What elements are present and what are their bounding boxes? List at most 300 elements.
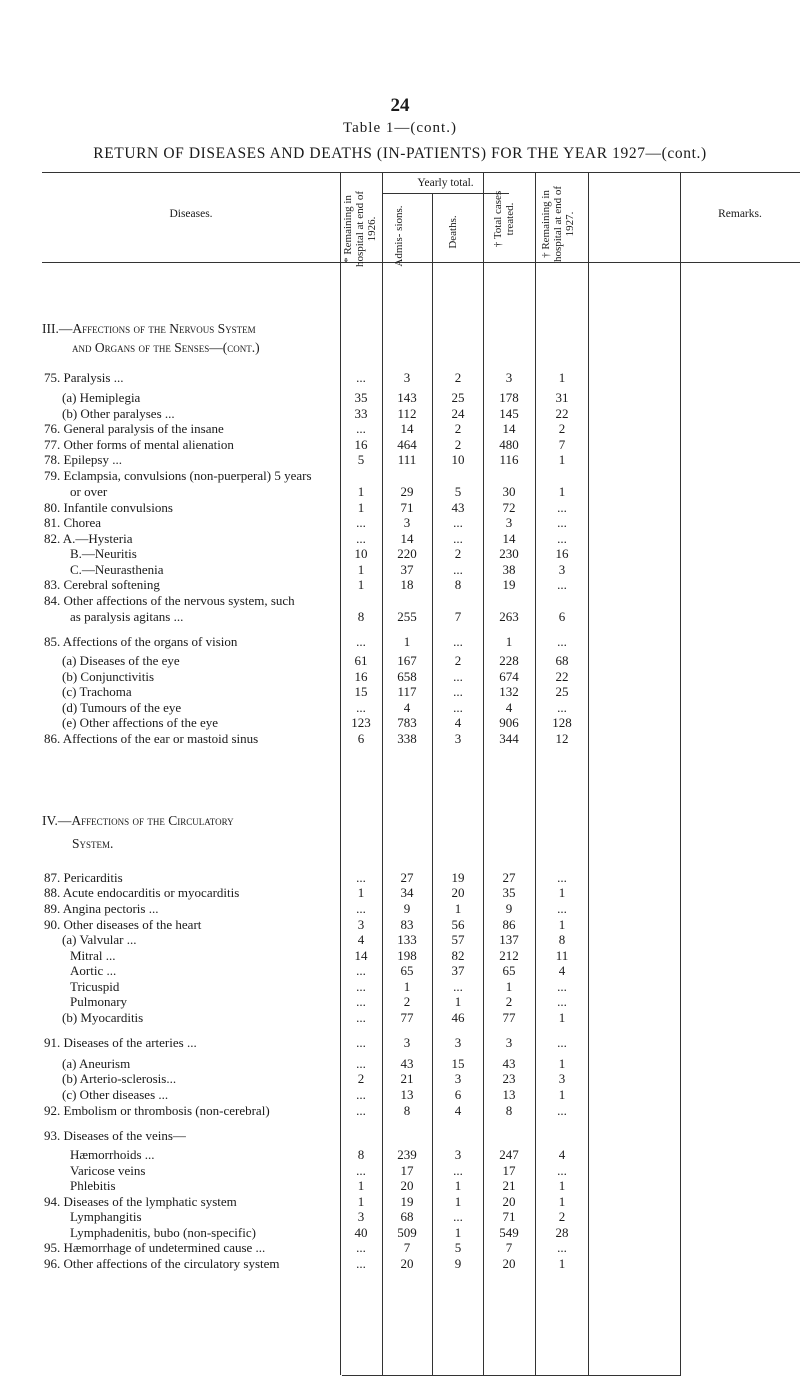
admissions-cell: 509 — [397, 1225, 417, 1240]
header-diseases: Diseases. — [169, 208, 213, 220]
admissions-cell: 14 — [400, 421, 414, 436]
total-treated-cell: 9 — [505, 901, 513, 916]
deaths-cell: 2 — [454, 653, 462, 668]
disease-label: (b) Other paralyses ... — [62, 406, 175, 421]
table-row — [0, 948, 800, 963]
table-row — [0, 963, 800, 978]
deaths-cell: ... — [453, 634, 463, 649]
deaths-cell: ... — [453, 979, 463, 994]
table-row — [0, 885, 800, 900]
deaths-cell: 2 — [454, 370, 462, 385]
deaths-cell: ... — [453, 669, 463, 684]
table-row — [0, 1240, 800, 1255]
total-treated-cell: 3 — [505, 515, 513, 530]
deaths-cell: 2 — [454, 421, 462, 436]
table-row — [0, 669, 800, 684]
remaining-start-cell: 35 — [354, 390, 368, 405]
remaining-start-cell: 16 — [354, 669, 368, 684]
table-row — [0, 468, 800, 483]
total-treated-cell: 137 — [499, 932, 519, 947]
table-row — [0, 1071, 800, 1086]
disease-label: Varicose veins — [70, 1163, 146, 1178]
table-row — [0, 577, 800, 592]
deaths-cell: 2 — [454, 546, 462, 561]
disease-label: 92. Embolism or thrombosis (non-cerebral) — [44, 1103, 270, 1118]
remaining-start-cell: ... — [356, 531, 366, 546]
admissions-cell: 658 — [397, 669, 417, 684]
total-treated-cell: 230 — [499, 546, 519, 561]
remaining-start-cell: 61 — [354, 653, 368, 668]
admissions-cell: 71 — [400, 500, 414, 515]
disease-label: Aortic ... — [70, 963, 117, 978]
remaining-start-cell: 5 — [357, 452, 365, 467]
admissions-cell: 20 — [400, 1256, 414, 1271]
total-treated-cell: 116 — [499, 452, 519, 467]
disease-label: (e) Other affections of the eye — [62, 715, 219, 730]
table-row — [0, 1209, 800, 1224]
remaining-start-cell: ... — [356, 1103, 366, 1118]
remaining-end-cell: 1 — [558, 885, 566, 900]
table-row — [0, 917, 800, 932]
remaining-start-cell: ... — [356, 634, 366, 649]
total-treated-cell: 4 — [505, 700, 513, 715]
admissions-cell: 83 — [400, 917, 414, 932]
admissions-cell: 3 — [403, 1035, 411, 1050]
header-admissions: Admis- sions. — [393, 205, 405, 267]
admissions-cell: 18 — [400, 577, 414, 592]
total-treated-cell: 228 — [499, 653, 519, 668]
total-treated-cell: 20 — [502, 1256, 516, 1271]
total-treated-cell: 344 — [499, 731, 519, 746]
admissions-cell: 1 — [403, 634, 411, 649]
deaths-cell: ... — [453, 515, 463, 530]
table-row — [0, 1128, 800, 1143]
table-row — [0, 1194, 800, 1209]
remaining-start-cell: ... — [356, 1240, 366, 1255]
deaths-cell: 3 — [454, 1035, 462, 1050]
total-treated-cell: 35 — [502, 885, 516, 900]
disease-label: 79. Eclampsia, convulsions (non-puerperal) 5 years — [44, 468, 312, 483]
table-row — [0, 546, 800, 561]
total-treated-cell: 212 — [499, 948, 519, 963]
remaining-start-cell: ... — [356, 994, 366, 1009]
total-treated-cell: 8 — [505, 1103, 513, 1118]
total-treated-cell: 1 — [505, 634, 513, 649]
admissions-cell: 112 — [397, 406, 417, 421]
table-row — [0, 515, 800, 530]
remaining-start-cell: 8 — [357, 1147, 365, 1162]
deaths-cell: 3 — [454, 1147, 462, 1162]
remaining-end-cell: ... — [557, 700, 567, 715]
remaining-start-cell: ... — [356, 370, 366, 385]
remaining-end-cell: 1 — [558, 1194, 566, 1209]
remaining-end-cell: 22 — [555, 669, 569, 684]
deaths-cell: 57 — [451, 932, 465, 947]
remaining-end-cell: ... — [557, 1163, 567, 1178]
admissions-cell: 37 — [400, 562, 414, 577]
remaining-end-cell: 1 — [558, 452, 566, 467]
table-row — [0, 609, 800, 624]
deaths-cell: 20 — [451, 885, 465, 900]
admissions-cell: 7 — [403, 1240, 411, 1255]
total-treated-cell: 247 — [499, 1147, 519, 1162]
total-treated-cell: 7 — [505, 1240, 513, 1255]
remaining-start-cell: ... — [356, 515, 366, 530]
table-row — [0, 634, 800, 649]
admissions-cell: 198 — [397, 948, 417, 963]
deaths-cell: ... — [453, 684, 463, 699]
remaining-end-cell: 12 — [555, 731, 569, 746]
remaining-end-cell: 11 — [555, 948, 569, 963]
remaining-start-cell: 1 — [357, 577, 365, 592]
disease-label: 81. Chorea — [44, 515, 102, 530]
section-heading-circulatory: System. — [72, 836, 114, 851]
disease-label: 84. Other affections of the nervous system, such — [44, 593, 295, 608]
table-row — [0, 653, 800, 668]
remaining-start-cell: 1 — [357, 484, 365, 499]
remaining-start-cell: ... — [356, 1035, 366, 1050]
section-heading-nervous: and Organs of the Senses—(cont.) — [72, 340, 260, 355]
admissions-cell: 255 — [397, 609, 417, 624]
disease-label: 88. Acute endocarditis or myocarditis — [44, 885, 240, 900]
deaths-cell: 56 — [451, 917, 465, 932]
remaining-end-cell: 7 — [558, 437, 566, 452]
remaining-end-cell: 8 — [558, 932, 566, 947]
remaining-start-cell: 123 — [351, 715, 371, 730]
deaths-cell: 46 — [451, 1010, 465, 1025]
deaths-cell: 5 — [454, 484, 462, 499]
disease-label: as paralysis agitans ... — [70, 609, 184, 624]
remaining-start-cell: 8 — [357, 609, 365, 624]
remaining-start-cell: ... — [356, 1163, 366, 1178]
section-heading-nervous: III.—Affections of the Nervous System — [42, 321, 256, 336]
remaining-end-cell: ... — [557, 515, 567, 530]
disease-label: (a) Diseases of the eye — [62, 653, 180, 668]
remaining-end-cell: ... — [557, 1035, 567, 1050]
disease-label: 87. Pericarditis — [44, 870, 123, 885]
table-row — [0, 1087, 800, 1102]
remaining-start-cell: ... — [356, 1087, 366, 1102]
deaths-cell: 1 — [454, 1194, 462, 1209]
table-caption: Table 1—(cont.) — [343, 120, 457, 136]
admissions-cell: 1 — [403, 979, 411, 994]
table-row — [0, 370, 800, 385]
disease-label: 76. General paralysis of the insane — [44, 421, 224, 436]
section-heading-circulatory: IV.—Affections of the Circulatory — [42, 813, 234, 828]
remaining-start-cell: 15 — [354, 684, 368, 699]
disease-label: 83. Cerebral softening — [44, 577, 160, 592]
total-treated-cell: 263 — [499, 609, 519, 624]
admissions-cell: 34 — [400, 885, 414, 900]
admissions-cell: 220 — [397, 546, 417, 561]
remaining-end-cell: ... — [557, 634, 567, 649]
remaining-start-cell: ... — [356, 1056, 366, 1071]
remaining-end-cell: 1 — [558, 484, 566, 499]
deaths-cell: 9 — [454, 1256, 462, 1271]
remaining-end-cell: ... — [557, 1103, 567, 1118]
deaths-cell: 6 — [454, 1087, 462, 1102]
total-treated-cell: 3 — [505, 1035, 513, 1050]
deaths-cell: 5 — [454, 1240, 462, 1255]
deaths-cell: ... — [453, 562, 463, 577]
total-treated-cell: 72 — [502, 500, 516, 515]
admissions-cell: 239 — [397, 1147, 417, 1162]
remaining-start-cell: ... — [356, 979, 366, 994]
disease-label: 86. Affections of the ear or mastoid sinus — [44, 731, 259, 746]
disease-label: 85. Affections of the organs of vision — [44, 634, 238, 649]
disease-label: 80. Infantile convulsions — [44, 500, 173, 515]
table-row — [0, 531, 800, 546]
deaths-cell: 3 — [454, 1071, 462, 1086]
admissions-cell: 2 — [403, 994, 411, 1009]
admissions-cell: 68 — [400, 1209, 414, 1224]
admissions-cell: 143 — [397, 390, 417, 405]
admissions-cell: 19 — [400, 1194, 414, 1209]
disease-label: 91. Diseases of the arteries ... — [44, 1035, 197, 1050]
remaining-end-cell: 31 — [555, 390, 569, 405]
remaining-start-cell: 1 — [357, 562, 365, 577]
admissions-cell: 4 — [403, 700, 411, 715]
remaining-start-cell: 14 — [354, 948, 368, 963]
disease-label: (a) Aneurism — [62, 1056, 131, 1071]
admissions-cell: 3 — [403, 515, 411, 530]
table-row — [0, 1035, 800, 1050]
admissions-cell: 21 — [400, 1071, 414, 1086]
disease-label: Lymphangitis — [70, 1209, 142, 1224]
total-treated-cell: 77 — [502, 1010, 516, 1025]
total-treated-cell: 43 — [502, 1056, 516, 1071]
table-row — [0, 484, 800, 499]
table-row — [0, 390, 800, 405]
admissions-cell: 464 — [397, 437, 417, 452]
table-row — [0, 1103, 800, 1118]
admissions-cell: 338 — [397, 731, 417, 746]
disease-label: (b) Conjunctivitis — [62, 669, 155, 684]
remaining-end-cell: 1 — [558, 1010, 566, 1025]
deaths-cell: ... — [453, 1163, 463, 1178]
admissions-cell: 65 — [400, 963, 414, 978]
disease-label: Phlebitis — [70, 1178, 116, 1193]
remaining-end-cell: 16 — [555, 546, 569, 561]
table-row — [0, 1147, 800, 1162]
total-treated-cell: 13 — [502, 1087, 516, 1102]
disease-label: 96. Other affections of the circulatory system — [44, 1256, 280, 1271]
disease-label: Tricuspid — [70, 979, 120, 994]
total-treated-cell: 178 — [499, 390, 519, 405]
deaths-cell: 15 — [451, 1056, 465, 1071]
table-row — [0, 1010, 800, 1025]
deaths-cell: 4 — [454, 715, 462, 730]
total-treated-cell: 132 — [499, 684, 519, 699]
disease-label: 89. Angina pectoris ... — [44, 901, 159, 916]
remaining-end-cell: 2 — [558, 1209, 566, 1224]
deaths-cell: ... — [453, 1209, 463, 1224]
disease-label: Mitral ... — [70, 948, 116, 963]
header-yearly-total: Yearly total. — [417, 177, 474, 189]
admissions-cell: 14 — [400, 531, 414, 546]
remaining-start-cell: ... — [356, 1256, 366, 1271]
table-row — [0, 562, 800, 577]
table-row — [0, 500, 800, 515]
disease-label: (c) Trachoma — [62, 684, 132, 699]
remaining-end-cell: 3 — [558, 562, 566, 577]
page-number: 24 — [390, 95, 410, 116]
total-treated-cell: 19 — [502, 577, 516, 592]
remaining-end-cell: ... — [557, 994, 567, 1009]
remaining-end-cell: 1 — [558, 1178, 566, 1193]
admissions-cell: 8 — [403, 1103, 411, 1118]
total-treated-cell: 27 — [502, 870, 516, 885]
deaths-cell: ... — [453, 531, 463, 546]
deaths-cell: 7 — [454, 609, 462, 624]
table-top-rule — [42, 172, 800, 173]
table-row — [0, 1256, 800, 1271]
remaining-end-cell: ... — [557, 979, 567, 994]
admissions-cell: 27 — [400, 870, 414, 885]
admissions-cell: 111 — [397, 452, 417, 467]
deaths-cell: 1 — [454, 994, 462, 1009]
table-row — [0, 870, 800, 885]
header-remaining-end: † Remaining in hospital at end of 1927. — [540, 185, 576, 263]
total-treated-cell: 906 — [499, 715, 519, 730]
remaining-start-cell: 40 — [354, 1225, 368, 1240]
remaining-start-cell: 4 — [357, 932, 365, 947]
remaining-end-cell: 68 — [555, 653, 569, 668]
remaining-end-cell: ... — [557, 500, 567, 515]
deaths-cell: 4 — [454, 1103, 462, 1118]
total-treated-cell: 21 — [502, 1178, 516, 1193]
admissions-cell: 43 — [400, 1056, 414, 1071]
table-row — [0, 406, 800, 421]
remaining-start-cell: ... — [356, 1010, 366, 1025]
remaining-end-cell: 3 — [558, 1071, 566, 1086]
remaining-end-cell: ... — [557, 577, 567, 592]
disease-label: 94. Diseases of the lymphatic system — [44, 1194, 237, 1209]
admissions-cell: 13 — [400, 1087, 414, 1102]
remaining-end-cell: ... — [557, 901, 567, 916]
deaths-cell: 10 — [451, 452, 465, 467]
remaining-start-cell: 6 — [357, 731, 365, 746]
remaining-end-cell: ... — [557, 1240, 567, 1255]
admissions-cell: 167 — [397, 653, 417, 668]
disease-label: or over — [70, 484, 108, 499]
disease-label: (a) Hemiplegia — [62, 390, 141, 405]
remaining-end-cell: 4 — [558, 1147, 566, 1162]
header-remaining-start: * Remaining in hospital at end of 1926. — [342, 190, 378, 268]
disease-label: Pulmonary — [70, 994, 128, 1009]
deaths-cell: 82 — [451, 948, 465, 963]
remaining-start-cell: 1 — [357, 1178, 365, 1193]
total-treated-cell: 23 — [502, 1071, 516, 1086]
table-row — [0, 979, 800, 994]
admissions-cell: 17 — [400, 1163, 414, 1178]
deaths-cell: ... — [453, 700, 463, 715]
table-row — [0, 715, 800, 730]
deaths-cell: 3 — [454, 731, 462, 746]
deaths-cell: 37 — [451, 963, 465, 978]
remaining-start-cell: ... — [356, 901, 366, 916]
deaths-cell: 43 — [451, 500, 465, 515]
table-row — [0, 1225, 800, 1240]
total-treated-cell: 3 — [505, 370, 513, 385]
disease-label: Lymphadenitis, bubo (non-specific) — [70, 1225, 256, 1240]
total-treated-cell: 480 — [499, 437, 519, 452]
disease-label: Hæmorrhoids ... — [70, 1147, 155, 1162]
remaining-start-cell: 2 — [357, 1071, 365, 1086]
table-row — [0, 684, 800, 699]
remaining-end-cell: 1 — [558, 370, 566, 385]
remaining-end-cell: 1 — [558, 1087, 566, 1102]
deaths-cell: 1 — [454, 1178, 462, 1193]
total-treated-cell: 14 — [502, 421, 516, 436]
remaining-end-cell: 2 — [558, 421, 566, 436]
remaining-start-cell: ... — [356, 870, 366, 885]
disease-label: 78. Epilepsy ... — [44, 452, 122, 467]
remaining-start-cell: 10 — [354, 546, 368, 561]
yearly-total-rule — [382, 193, 509, 194]
remaining-start-cell: 1 — [357, 500, 365, 515]
table-row — [0, 421, 800, 436]
header-deaths: Deaths. — [447, 215, 459, 249]
total-treated-cell: 71 — [502, 1209, 516, 1224]
admissions-cell: 783 — [397, 715, 417, 730]
table-row — [0, 1056, 800, 1071]
total-treated-cell: 17 — [502, 1163, 516, 1178]
deaths-cell: 8 — [454, 577, 462, 592]
total-treated-cell: 38 — [502, 562, 516, 577]
header-remarks: Remarks. — [718, 208, 762, 220]
admissions-cell: 3 — [403, 370, 411, 385]
deaths-cell: 24 — [451, 406, 465, 421]
disease-label: B.—Neuritis — [70, 546, 137, 561]
disease-label: 82. A.—Hysteria — [44, 531, 133, 546]
total-treated-cell: 2 — [505, 994, 513, 1009]
deaths-cell: 1 — [454, 901, 462, 916]
total-treated-cell: 65 — [502, 963, 516, 978]
remaining-end-cell: 128 — [552, 715, 572, 730]
remaining-end-cell: ... — [557, 870, 567, 885]
table-row — [0, 731, 800, 746]
admissions-cell: 20 — [400, 1178, 414, 1193]
remaining-end-cell: 28 — [555, 1225, 569, 1240]
disease-label: (c) Other diseases ... — [62, 1087, 169, 1102]
total-treated-cell: 1 — [505, 979, 513, 994]
admissions-cell: 9 — [403, 901, 411, 916]
admissions-cell: 29 — [400, 484, 414, 499]
header-total-treated: † Total cases treated. — [492, 190, 516, 248]
remaining-end-cell: 25 — [555, 684, 569, 699]
disease-label: 75. Paralysis ... — [44, 370, 124, 385]
deaths-cell: 19 — [451, 870, 465, 885]
table-row — [0, 700, 800, 715]
remaining-start-cell: 3 — [357, 917, 365, 932]
deaths-cell: 2 — [454, 437, 462, 452]
admissions-cell: 117 — [397, 684, 417, 699]
remaining-end-cell: 1 — [558, 1256, 566, 1271]
return-title: RETURN OF DISEASES AND DEATHS (IN-PATIENTS) FOR THE YEAR 1927—(cont.) — [93, 145, 707, 162]
disease-label: (d) Tumours of the eye — [62, 700, 182, 715]
table-row — [0, 593, 800, 608]
table-row — [0, 932, 800, 947]
remaining-start-cell: 33 — [354, 406, 368, 421]
table-row — [0, 437, 800, 452]
remaining-start-cell: ... — [356, 700, 366, 715]
remaining-start-cell: 16 — [354, 437, 368, 452]
remaining-end-cell: 1 — [558, 1056, 566, 1071]
disease-label: 77. Other forms of mental alienation — [44, 437, 234, 452]
remaining-start-cell: 3 — [357, 1209, 365, 1224]
total-treated-cell: 549 — [499, 1225, 519, 1240]
